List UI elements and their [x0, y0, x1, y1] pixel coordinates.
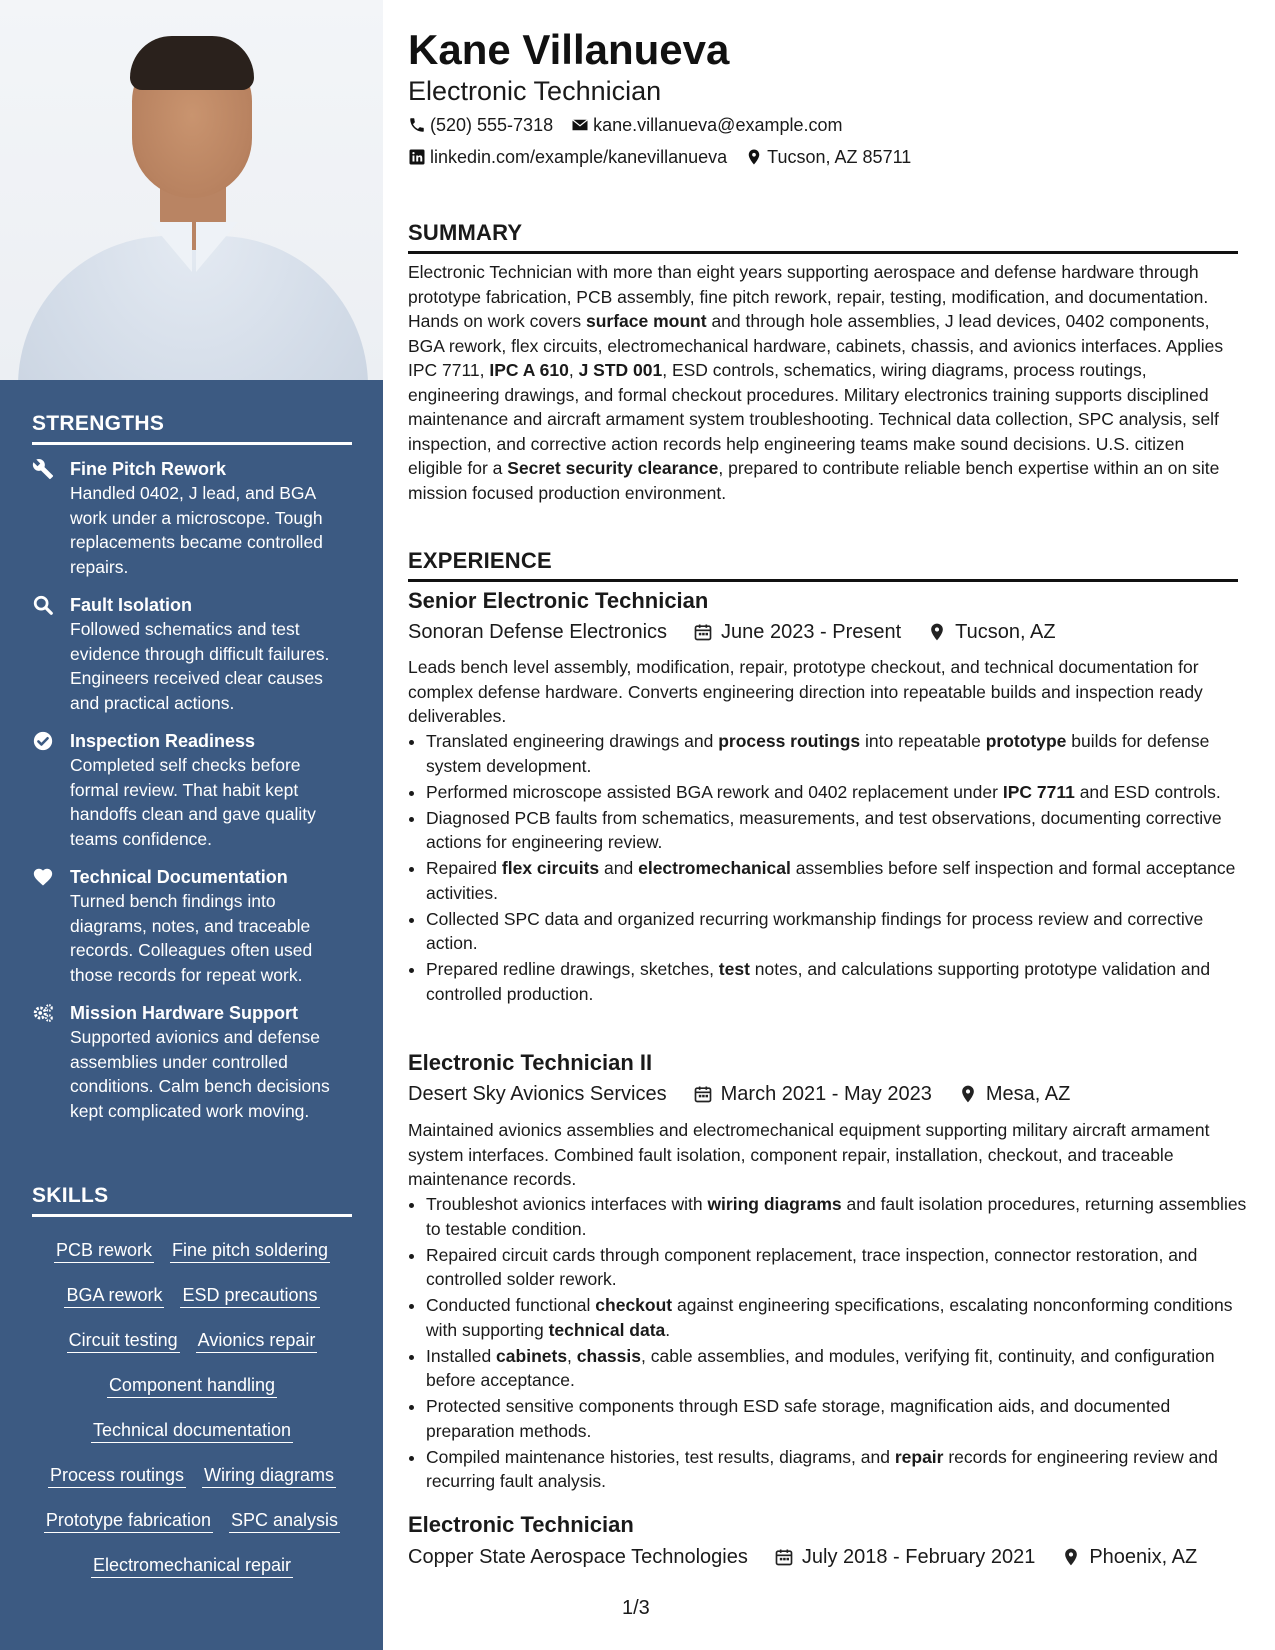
strength-title: Fine Pitch Rework [70, 459, 227, 479]
bullet-item: • Diagnosed PCB faults from schematics, measurements, and test observations, documenting corrective actions for engineering review. [426, 806, 1256, 855]
summary-heading: SUMMARY [408, 220, 1238, 254]
wrench-icon [32, 458, 54, 480]
job-title: Senior Electronic Technician [408, 588, 709, 613]
skill-tag: Fine pitch soldering [170, 1239, 330, 1263]
strength-item [32, 1001, 352, 1123]
company-name: Desert Sky Avionics Services [408, 1083, 667, 1105]
bullet-item: • Troubleshot avionics interfaces with wiring diagrams and fault isolation procedures, returning assemblies to testable condition. [426, 1192, 1256, 1241]
calendar-icon [774, 1547, 794, 1567]
map-pin-icon [958, 1084, 978, 1104]
bullet-item: • Performed microscope assisted BGA rework and 0402 replacement under IPC 7711 and ESD controls. [426, 780, 1256, 805]
location-text: Tucson, AZ 85711 [767, 147, 912, 167]
skill-tag: Circuit testing [67, 1329, 180, 1353]
job-location: Tucson, AZ [955, 621, 1056, 643]
skill-tag: Prototype fabrication [44, 1509, 213, 1533]
skill-tag: SPC analysis [229, 1509, 340, 1533]
profile-photo [0, 0, 383, 380]
bullet-item: • Translated engineering drawings and process routings into repeatable prototype builds for defense system development. [426, 729, 1256, 778]
job-location: Phoenix, AZ [1089, 1546, 1198, 1568]
strength-desc: Followed schematics and test evidence through difficult failures. Engineers received clear causes and practical actions. [70, 619, 330, 713]
skill-tag: BGA rework [64, 1284, 164, 1308]
bullet-item: • Prepared redline drawings, sketches, test notes, and calculations supporting prototype validation and controlled production. [426, 957, 1256, 1006]
job-location: Mesa, AZ [985, 1083, 1071, 1105]
contact-row-2 [408, 145, 911, 169]
phone-icon [408, 116, 426, 134]
experience-heading: EXPERIENCE [408, 548, 1238, 582]
map-pin-icon [927, 622, 947, 642]
candidate-name: Kane Villanueva [408, 26, 730, 73]
job-title: Electronic Technician [408, 1512, 634, 1537]
linkedin-item[interactable] [408, 145, 727, 169]
calendar-icon [693, 622, 713, 642]
bullet-item: • Conducted functional checkout against engineering specifications, escalating nonconforming conditions with supporting technical data. [426, 1293, 1256, 1342]
strength-title: Fault Isolation [70, 595, 193, 615]
bullet-item: • Repaired circuit cards through component replacement, trace inspection, connector restoration, and controlled solder rework. [426, 1243, 1256, 1292]
job-dates: June 2023 - Present [721, 621, 902, 643]
bullet-item: • Collected SPC data and organized recurring workmanship findings for process review and corrective action. [426, 907, 1256, 956]
job-bullets [408, 1192, 1256, 1495]
strength-desc: Handled 0402, J lead, and BGA work under a microscope. Tough replacements became controlled repairs. [70, 483, 323, 577]
strength-title: Technical Documentation [70, 867, 288, 887]
job-description: Leads bench level assembly, modification, repair, prototype checkout, and technical documentation for complex defense hardware. Converts engineering direction into repeatable builds and inspection ready deliverables. [408, 657, 1203, 726]
strength-desc: Turned bench findings into diagrams, notes, and traceable records. Colleagues often used those records for repeat work. [70, 891, 313, 985]
location-item [745, 145, 911, 169]
strengths-section [32, 412, 352, 1123]
strength-item [32, 865, 352, 987]
email-item[interactable] [571, 113, 842, 137]
map-pin-icon [1061, 1547, 1081, 1567]
phone-item [408, 113, 553, 137]
company-name: Sonoran Defense Electronics [408, 621, 668, 643]
job-description: Maintained avionics assemblies and electromechanical equipment supporting military aircraft armament system interfaces. Combined fault isolation, component repair, installation, checkout, and traceable maintenance records. [408, 1120, 1210, 1189]
job-meta [408, 1544, 1197, 1570]
envelope-icon [571, 116, 589, 134]
strength-title: Mission Hardware Support [70, 1003, 299, 1023]
skill-tag: Technical documentation [91, 1419, 293, 1443]
skills-list [32, 1227, 352, 1587]
page-number: 1/3 [622, 1597, 650, 1619]
job-bullets [408, 729, 1256, 1008]
skill-tag: PCB rework [54, 1239, 154, 1263]
email-text[interactable]: kane.villanueva@example.com [593, 115, 843, 135]
skills-heading: SKILLS [32, 1184, 352, 1217]
linkedin-text[interactable]: linkedin.com/example/kanevillanueva [430, 147, 728, 167]
linkedin-icon [408, 148, 426, 166]
skill-tag: Electromechanical repair [91, 1554, 293, 1578]
bullet-item: • Repaired flex circuits and electromechanical assemblies before self inspection and formal acceptance activities. [426, 856, 1256, 905]
calendar-icon [693, 1084, 713, 1104]
bullet-item: • Protected sensitive components through ESD safe storage, magnification aids, and documented preparation methods. [426, 1394, 1256, 1443]
map-pin-icon [745, 148, 763, 166]
strengths-heading: STRENGTHS [32, 412, 352, 445]
skill-tag: Wiring diagrams [202, 1464, 336, 1488]
job-dates: July 2018 - February 2021 [801, 1546, 1036, 1568]
strength-item [32, 593, 352, 715]
phone-text: (520) 555-7318 [430, 115, 554, 135]
job-dates: March 2021 - May 2023 [720, 1083, 932, 1105]
skill-tag: ESD precautions [180, 1284, 319, 1308]
skills-section [32, 1184, 352, 1587]
contact-row-1 [408, 113, 843, 137]
skill-tag: Avionics repair [196, 1329, 318, 1353]
strength-desc: Completed self checks before formal review. That habit kept handoffs clean and gave quality teams confidence. [70, 755, 316, 849]
strength-title: Inspection Readiness [70, 731, 256, 751]
job-meta [408, 619, 1056, 645]
job-meta [408, 1081, 1070, 1107]
heart-icon [32, 866, 54, 888]
skill-tag: Component handling [107, 1374, 277, 1398]
gears-icon [32, 1002, 54, 1024]
strength-desc: Supported avionics and defense assemblies under controlled conditions. Calm bench decisions kept complicated work moving. [70, 1027, 330, 1121]
sidebar [0, 0, 383, 1650]
check-circle-icon [32, 730, 54, 752]
job-title: Electronic Technician II [408, 1050, 653, 1075]
company-name: Copper State Aerospace Technologies [408, 1546, 748, 1568]
strength-item [32, 457, 352, 579]
strength-item [32, 729, 352, 851]
search-icon [32, 594, 54, 616]
bullet-item: • Installed cabinets, chassis, cable assemblies, and modules, verifying fit, continuity, and configuration before acceptance. [426, 1344, 1256, 1393]
skill-tag: Process routings [48, 1464, 186, 1488]
job-headline: Electronic Technician [408, 76, 662, 106]
bullet-item: • Compiled maintenance histories, test results, diagrams, and repair records for engineering review and recurring fault analysis. [426, 1445, 1256, 1494]
summary-text: Electronic Technician with more than eight years supporting aerospace and defense hardware through prototype fabrication, PCB assembly, fine pitch rework, repair, testing, modification, and documentation. Hands on work covers surface mount and through hole assemblies, J lead devices, 0402 components, BGA rework, flex circuits, electromechanical hardware, cabinets, chassis, and avionics interfaces. Applies IPC 7711, IPC A 610, J STD 001, ESD controls, schematics, wiring diagrams, process routings, engineering drawings, and formal checkout procedures. Military electronics training supports disciplined maintenance and aircraft armament system troubleshooting. Technical data collection, SPC analysis, self inspection, and corrective action records help engineering teams make sound decisions. U.S. citizen eligible for a Secret security clearance, prepared to contribute reliable bench expertise within an on site mission focused production environment. [408, 262, 1224, 503]
